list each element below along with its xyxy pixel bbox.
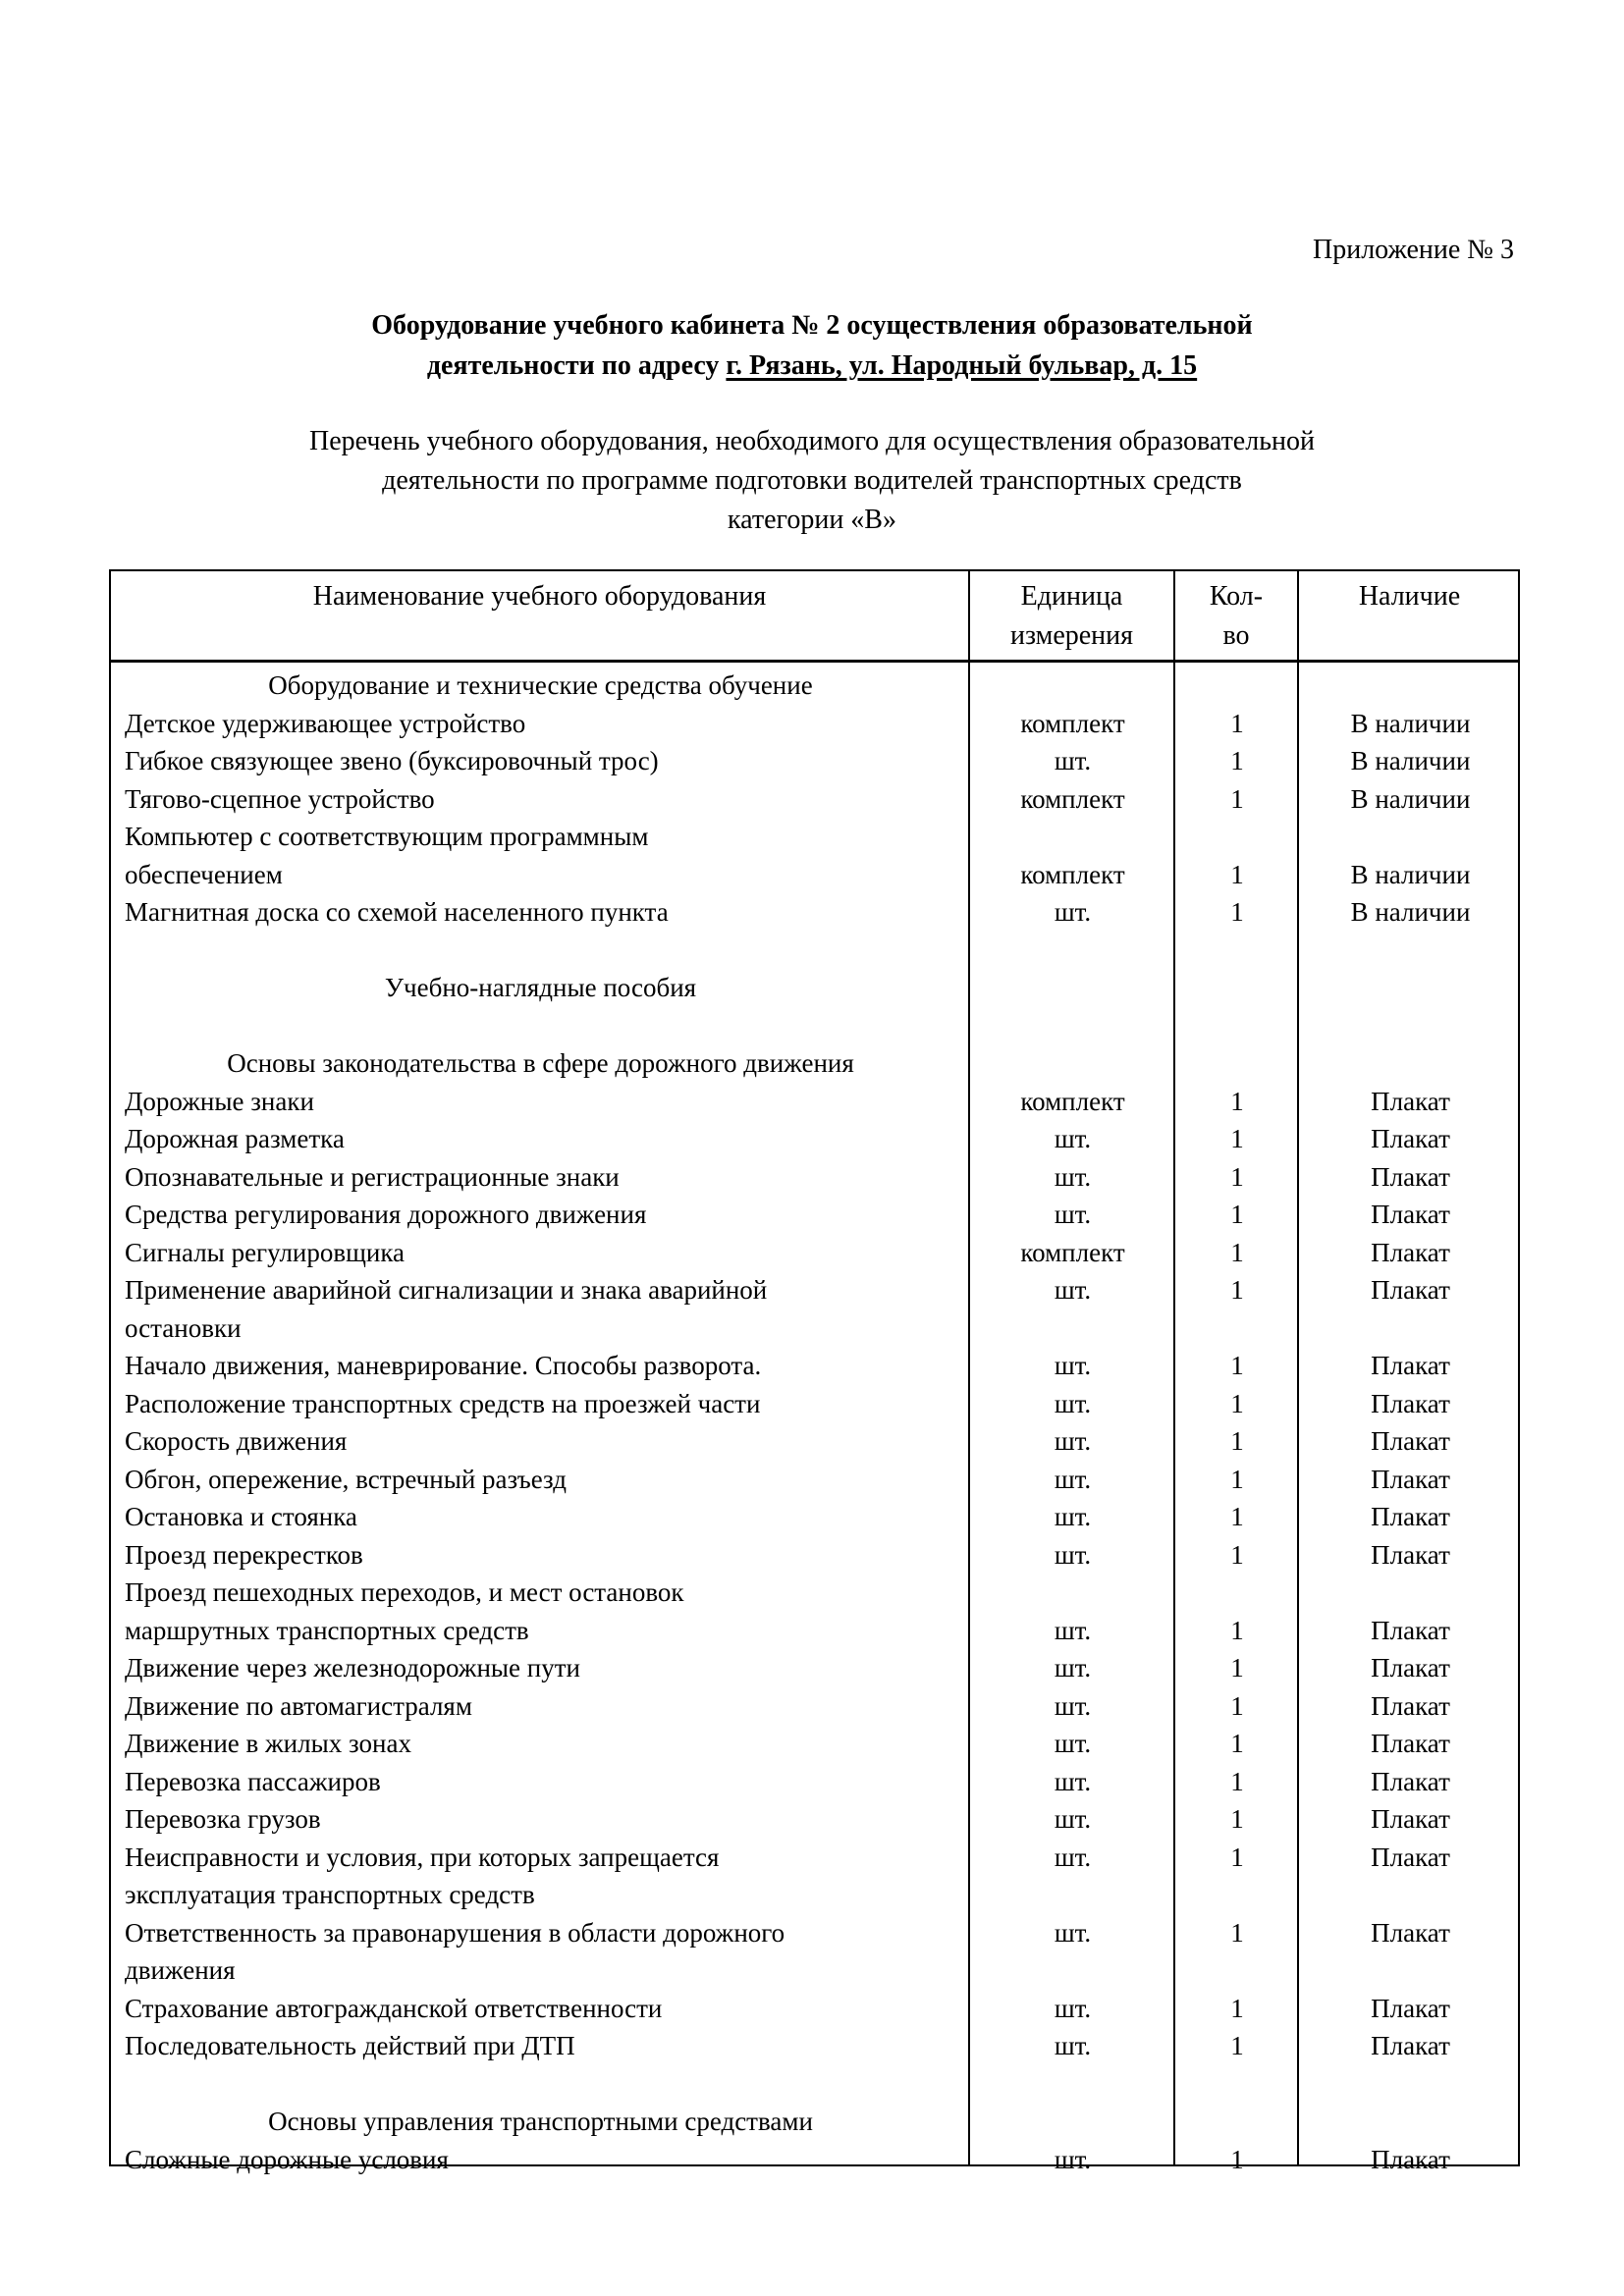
item-quantity: 1 [1230,1690,1244,1721]
item-name: Основы законодательства в сфере дорожного движения [227,1048,854,1078]
item-unit: шт. [1054,1502,1092,1531]
item-name: Сигналы регулировщика [125,1237,406,1267]
item-quantity: 1 [1230,1729,1244,1758]
item-unit: шт. [1054,1539,1092,1570]
table-row [111,1687,1518,1726]
header-availability: Наличие [1358,581,1461,612]
item-name: Дорожная разметка [125,1124,345,1153]
item-unit: шт. [1054,1729,1092,1758]
table-row [111,1612,1518,1650]
item-quantity: 1 [1230,1842,1244,1872]
subtitle-line-2: деятельности по программе подготовки водителей транспортных средств [382,465,1242,496]
item-availability: Плакат [1371,1351,1450,1380]
item-quantity: 1 [1230,1351,1244,1380]
table-row [111,780,1518,819]
subtitle-line-1: Перечень учебного оборудования, необходимого для осуществления образовательной [309,426,1315,456]
item-quantity: 1 [1230,1161,1244,1192]
item-availability: Плакат [1371,1653,1450,1682]
header-unit [970,577,1173,656]
item-name: Сложные дорожные условия [125,2144,449,2174]
item-name: Расположение транспортных средств на проезжей части [125,1388,761,1418]
item-unit: комплект [1020,859,1125,889]
table-row [111,742,1518,780]
item-availability: Плакат [1371,1124,1450,1153]
item-availability: Плакат [1371,2144,1450,2174]
table-row [111,1461,1518,1499]
item-name: Перевозка пассажиров [125,1766,381,1796]
item-name: Движение через железнодорожные пути [125,1653,580,1682]
item-name: Ответственность за правонарушения в области дорожного [125,1917,785,1948]
section-header-row [111,1044,1518,1083]
item-unit: шт. [1054,1388,1092,1418]
item-name: Неисправности и условия, при которых запрещается [125,1842,720,1872]
item-unit: шт. [1054,1842,1092,1872]
header-unit-line-2: измерения [1009,620,1134,651]
item-quantity: 1 [1230,1237,1244,1267]
appendix-label: Приложение № 3 [1313,235,1514,265]
item-quantity: 1 [1230,1653,1244,1682]
section-header-row [111,2103,1518,2141]
table-row [111,932,1518,970]
item-quantity: 1 [1230,746,1244,775]
item-unit: шт. [1054,1993,1092,2023]
header-qty-line-2: во [1222,620,1250,651]
item-availability: Плакат [1371,1426,1450,1456]
table-row [111,1158,1518,1197]
item-quantity: 1 [1230,1426,1244,1456]
item-name: Начало движения, маневрирование. Способы разворота. [125,1351,762,1380]
item-unit: шт. [1054,2031,1092,2060]
item-availability: Плакат [1371,1804,1450,1834]
item-availability: Плакат [1371,1388,1450,1418]
title-line-2-prefix: деятельности по адресу [426,350,727,381]
table-row [111,1422,1518,1461]
item-unit: шт. [1054,897,1092,927]
item-availability: Плакат [1371,1917,1450,1948]
item-unit: шт. [1054,2144,1092,2174]
document-title [0,305,1624,386]
item-availability: Плакат [1371,1086,1450,1116]
title-line-2 [0,346,1624,386]
item-availability: Плакат [1371,1502,1450,1531]
item-availability: Плакат [1371,1993,1450,2023]
item-name: движения [125,1955,236,1985]
item-name: Компьютер с соответствующим программным [125,822,649,851]
table-row [111,1498,1518,1536]
table-row [111,2027,1518,2065]
table-row [111,1951,1518,1990]
item-availability: В наличии [1350,746,1471,775]
item-availability: Плакат [1371,1237,1450,1267]
item-availability: Плакат [1371,1161,1450,1192]
section-header-row [111,969,1518,1007]
item-name: маршрутных транспортных средств [125,1615,529,1645]
item-name: Детское удерживающее устройство [125,708,526,738]
item-quantity: 1 [1230,1993,1244,2023]
item-name: Опознавательные и регистрационные знаки [125,1161,620,1192]
item-quantity: 1 [1230,1766,1244,1796]
item-unit: шт. [1054,1615,1092,1645]
item-availability: Плакат [1371,1200,1450,1229]
item-unit: шт. [1054,746,1092,775]
section-header-row [111,667,1518,705]
item-unit: шт. [1054,1690,1092,1721]
item-name: Скорость движения [125,1426,348,1456]
table-row [111,856,1518,894]
table-row [111,1196,1518,1234]
header-qty-line-1: Кол- [1209,581,1264,612]
item-unit: шт. [1054,1766,1092,1796]
item-quantity: 1 [1230,1124,1244,1153]
table-row [111,1990,1518,2028]
header-qty [1175,577,1297,656]
table-row [111,1309,1518,1348]
item-quantity: 1 [1230,1917,1244,1948]
item-availability: В наличии [1350,708,1471,738]
item-quantity: 1 [1230,1275,1244,1305]
item-availability: Плакат [1371,1766,1450,1796]
table-row [111,1083,1518,1121]
item-name: Учебно-наглядные пособия [384,973,697,1002]
document-subtitle [0,422,1624,540]
item-quantity: 1 [1230,1200,1244,1229]
item-name: Движение в жилых зонах [125,1729,411,1758]
item-quantity: 1 [1230,1615,1244,1645]
item-unit: шт. [1054,1275,1092,1305]
item-unit: шт. [1054,1200,1092,1229]
table-row [111,1839,1518,1877]
table-row [111,1876,1518,1914]
item-availability: Плакат [1371,1464,1450,1494]
table-row [111,2141,1518,2179]
table-row [111,1536,1518,1575]
subtitle-line-3: категории «В» [728,505,896,535]
table-row [111,1725,1518,1763]
title-address: г. Рязань, ул. Народный бульвар, д. 15 [726,350,1198,381]
item-unit: шт. [1054,1426,1092,1456]
item-name: Проезд перекрестков [125,1539,363,1570]
header-name: Наименование учебного оборудования [312,581,767,612]
table-row [111,1385,1518,1423]
item-unit: комплект [1020,708,1125,738]
item-name: Дорожные знаки [125,1086,314,1116]
item-name: Оборудование и технические средства обучение [268,670,813,700]
item-quantity: 1 [1230,1539,1244,1570]
item-quantity: 1 [1230,1086,1244,1116]
item-unit: комплект [1020,783,1125,814]
item-quantity: 1 [1230,897,1244,927]
item-availability: Плакат [1371,1729,1450,1758]
table-row [111,1914,1518,1952]
table-row [111,1007,1518,1045]
table-row [111,893,1518,932]
item-name: Перевозка грузов [125,1804,321,1834]
item-quantity: 1 [1230,2144,1244,2174]
item-name: Последовательность действий при ДТП [125,2031,575,2060]
item-unit: комплект [1020,1237,1125,1267]
item-unit: комплект [1020,1086,1125,1116]
item-name: Магнитная доска со схемой населенного пункта [125,897,669,927]
item-quantity: 1 [1230,1388,1244,1418]
table-row [111,1800,1518,1839]
title-line-1: Оборудование учебного кабинета № 2 осуществления образовательной [371,310,1253,341]
item-availability: Плакат [1371,2031,1450,2060]
equipment-table [109,569,1520,2174]
item-name: Проезд пешеходных переходов, и мест остановок [125,1577,684,1607]
table-row [111,818,1518,856]
item-name: эксплуатация транспортных средств [125,1880,535,1909]
item-unit: шт. [1054,1917,1092,1948]
item-name: Основы управления транспортными средствами [268,2107,813,2136]
item-name: Страхование автогражданской ответственности [125,1993,663,2023]
item-quantity: 1 [1230,2031,1244,2060]
item-name: обеспечением [125,859,283,889]
item-quantity: 1 [1230,1804,1244,1834]
item-availability: Плакат [1371,1690,1450,1721]
item-availability: Плакат [1371,1842,1450,1872]
table-row [111,1120,1518,1158]
item-quantity: 1 [1230,708,1244,738]
item-name: Гибкое связующее звено (буксировочный трос) [125,746,659,775]
table-row [111,1271,1518,1309]
item-availability: В наличии [1350,783,1471,814]
item-name: Тягово-сцепное устройство [125,783,435,814]
table-row [111,2065,1518,2104]
item-name: остановки [125,1312,242,1343]
table-row [111,1763,1518,1801]
table-row [111,1574,1518,1612]
table-row [111,1347,1518,1385]
item-quantity: 1 [1230,1502,1244,1531]
item-unit: шт. [1054,1124,1092,1153]
header-divider [111,660,1518,663]
item-availability: В наличии [1350,897,1471,927]
item-unit: шт. [1054,1351,1092,1380]
table-row [111,1649,1518,1687]
item-availability: Плакат [1371,1539,1450,1570]
item-name: Средства регулирования дорожного движения [125,1200,647,1229]
table-row [111,705,1518,743]
item-unit: шт. [1054,1804,1092,1834]
table-row [111,1234,1518,1272]
item-unit: шт. [1054,1464,1092,1494]
item-name: Движение по автомагистралям [125,1690,472,1721]
item-quantity: 1 [1230,783,1244,814]
item-quantity: 1 [1230,859,1244,889]
item-quantity: 1 [1230,1464,1244,1494]
item-availability: В наличии [1350,859,1471,889]
item-availability: Плакат [1371,1615,1450,1645]
item-unit: шт. [1054,1653,1092,1682]
item-name: Остановка и стоянка [125,1502,357,1531]
item-availability: Плакат [1371,1275,1450,1305]
item-unit: шт. [1054,1161,1092,1192]
item-name: Обгон, опережение, встречный разъезд [125,1464,567,1494]
header-unit-line-1: Единица [1020,581,1123,612]
item-name: Применение аварийной сигнализации и знака аварийной [125,1275,768,1305]
